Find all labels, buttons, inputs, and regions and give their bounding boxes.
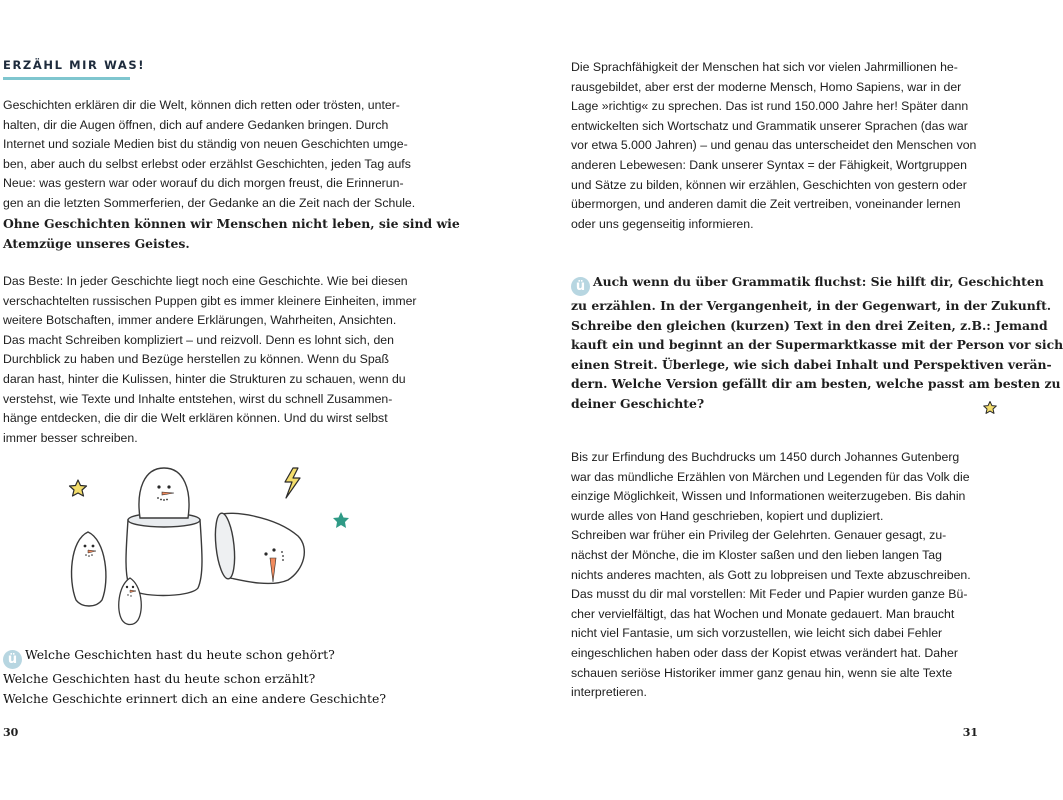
text-line: Die Sprachfähigkeit der Menschen hat sich vor vielen Jahrmillionen he-: [571, 60, 958, 74]
star-icon: [70, 480, 87, 496]
text-line: Geschichten erklären dir die Welt, können dich retten oder trösten, unter-: [3, 98, 400, 112]
text-line: Lage »richtig« zu sprechen. Das ist rund 150.000 Jahre her! Später dann: [571, 99, 969, 114]
text-line: interpretieren.: [571, 685, 647, 700]
task-line: dern. Welche Version gefällt dir am besten, welche passt am besten zu: [571, 376, 1061, 392]
text-line: entwickelten sich Wortschatz und Grammatik unserer Sprachen (das war: [571, 118, 968, 133]
text-line: übermorgen, und anderen damit die Zeit vertreiben, voneinander lernen: [571, 197, 961, 212]
exercise-task: [571, 272, 1063, 414]
star-icon: [982, 400, 998, 416]
task-text: Auch wenn du über Grammatik fluchst: Sie hilft dir, Geschichten: [593, 274, 1044, 289]
text-line: oder uns gegenseitig informieren.: [571, 216, 754, 231]
text-line: Das Beste: In jeder Geschichte liegt noch eine Geschichte. Wie bei diesen: [3, 274, 408, 288]
text-line: ben, aber auch du selbst erlebst oder erzählst Geschichten, jeden Tag aufs: [3, 156, 411, 171]
question-line: Welche Geschichten hast du heute schon erzählt?: [3, 671, 316, 686]
question-line: Welche Geschichte erinnert dich an eine andere Geschichte?: [3, 690, 386, 706]
task-line: Schreibe den gleichen (kurzen) Text in den drei Zeiten, z.B.: Jemand: [571, 317, 1048, 333]
heading-underline: [3, 77, 130, 80]
left-page: [0, 0, 500, 800]
text-line: eingeschlichen haben oder dass der Kopist etwas verändert hat. Daher: [571, 645, 958, 660]
page-number-left: 30: [3, 726, 19, 739]
text-line: schauen seriöse Historiker immer ganz genau hin, wenn sie alte Texte: [571, 665, 953, 680]
task-line: deiner Geschichte?: [571, 395, 705, 411]
body-paragraph-2: [571, 448, 971, 703]
text-line: Atemzüge unseres Geistes.: [3, 235, 190, 251]
section-heading: ERZÄHL MIR WAS!: [3, 58, 146, 72]
question-line: [3, 645, 386, 669]
text-line: Ohne Geschichten können wir Menschen nicht leben, sie sind wie: [3, 216, 460, 231]
text-line: daran hast, hinter die Kulissen, hinter die Strukturen zu schauen, wenn du: [3, 371, 406, 386]
text-line: verschachtelten russischen Puppen gibt es immer kleinere Einheiten, immer: [3, 293, 417, 308]
text-line: vor etwa 5.000 Jahren) – und genau das unterscheidet den Menschen von: [571, 138, 977, 153]
text-line: Neue: was gestern war oder worauf du dich morgen freust, die Erinnerun-: [3, 176, 404, 191]
text-line: hänge entdecken, die dir die Welt erklären können. Und du wirst selbst: [3, 411, 388, 426]
page-number-right: 31: [962, 726, 978, 739]
body-paragraph: [3, 272, 417, 448]
nesting-dolls-illustration: [60, 460, 360, 635]
text-line: nächst der Mönche, die im Kloster saßen und den lieben langen Tag: [571, 547, 942, 562]
exercise-icon: ü: [3, 650, 22, 669]
task-line: [571, 272, 1063, 296]
text-line: Internet und soziale Medien bist du ständig von neuen Geschichten umge-: [3, 137, 408, 152]
right-page: [500, 0, 1063, 800]
text-line: halten, dir die Augen öffnen, dich auf andere Gedanken bringen. Durch: [3, 117, 389, 132]
text-line: nicht viel Fantasie, um sich vorzustellen, wie leicht sich dabei Fehler: [571, 626, 943, 641]
text-line: war das mündliche Erzählen von Märchen und Legenden für das Volk die: [571, 469, 970, 484]
small-doll: [72, 532, 106, 606]
task-line: zu erzählen. In der Vergangenheit, in der Gegenwart, in der Zukunft.: [571, 298, 1052, 313]
question-text: Welche Geschichten hast du heute schon gehört?: [25, 647, 335, 662]
text-line: Schreiben war früher ein Privileg der Gelehrten. Genauer gesagt, zu-: [571, 528, 947, 543]
emphasis-paragraph: [3, 214, 460, 253]
text-line: nichts anderes machten, als Gott zu lobpreisen und Texte abzuschreiben.: [571, 567, 971, 582]
doll-top: [213, 512, 305, 583]
text-line: Das macht Schreiben kompliziert – und reizvoll. Denn es lohnt sich, den: [3, 332, 394, 347]
text-line: weitere Botschaften, immer andere Erklärungen, Wahrheiten, Ansichten.: [3, 313, 397, 328]
text-line: und Sätze zu bilden, können wir erzählen, Geschichten von gestern oder: [571, 177, 967, 192]
doll-head: [139, 468, 189, 518]
task-line: einen Streit. Überlege, wie sich dabei Inhalt und Perspektiven verän-: [571, 356, 1052, 372]
body-paragraph-1: [571, 58, 976, 234]
text-line: einzige Möglichkeit, Wissen und Informationen weiterzugeben. Bis dahin: [571, 489, 966, 504]
text-line: gen an die letzten Sommerferien, der Gedanke an die Zeit nach der Schule.: [3, 195, 416, 210]
exercise-icon: ü: [571, 277, 590, 296]
text-line: verstehst, wie Texte und Inhalte entstehen, wirst du schnell Zusammen-: [3, 391, 393, 406]
text-line: Bis zur Erfindung des Buchdrucks um 1450 durch Johannes Gutenberg: [571, 450, 960, 464]
text-line: Das musst du dir mal vorstellen: Mit Feder und Papier wurden ganze Bü-: [571, 587, 968, 602]
questions: [3, 645, 386, 708]
text-line: cher vervielfältigt, das hat Wochen und Monate gedauert. Man braucht: [571, 606, 955, 621]
task-line: kauft ein und beginnt an der Supermarktkasse mit der Person vor sich: [571, 337, 1063, 353]
teal-star-icon: [333, 512, 349, 528]
doll-base: [126, 513, 202, 596]
intro-paragraph: [3, 96, 415, 214]
text-line: anderen Lebewesen: Dank unserer Syntax = der Fähigkeit, Wortgruppen: [571, 157, 967, 172]
lightning-icon: [285, 468, 300, 498]
text-line: immer besser schreiben.: [3, 430, 138, 445]
text-line: Durchblick zu haben und Bezüge herstellen zu können. Wenn du Spaß: [3, 352, 390, 367]
text-line: rausgebildet, aber erst der moderne Mensch, Homo Sapiens, war in der: [571, 79, 962, 94]
text-line: wurde alles von Hand geschrieben, kopiert und dupliziert.: [571, 508, 884, 523]
